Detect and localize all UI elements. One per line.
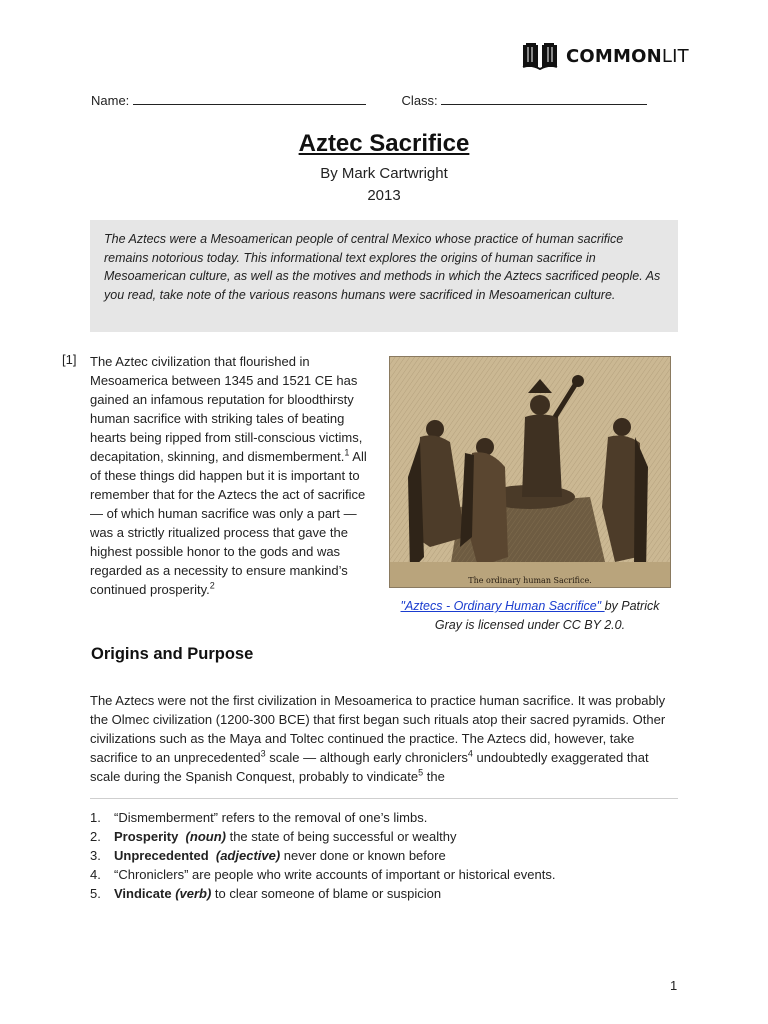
- footnote-ref-1[interactable]: 1: [344, 447, 350, 458]
- footnote-item: 1. “Dismemberment” refers to the removal of one’s limbs.: [90, 810, 428, 825]
- intro-box: The Aztecs were a Mesoamerican people of central Mexico whose practice of human sacrifice remains notorious today. This informational text explores the origins of human sacrifice in Mesoamerican culture, as well as the motives and methods in which the Aztecs sacrificed people. As you read, take note of the various reasons humans were sacrificed in Mesoamerican culture.: [90, 220, 678, 332]
- paragraph-2: The Aztecs were not the first civilization in Mesoamerica to practice human sacrifice. It was probably the Olmec civilization (1200-300 BCE) that first began such rituals atop their sacred pyramids. Other civilizations such as the Maya and Toltec continued the practice. The Aztecs did, however, take sacrifice to an unprecedented$^3$ scale — although early chroniclers$^4$ undoubtedly exaggerated that scale during the Spanish Conquest, probably to vindicate$^5$ the: [90, 693, 666, 784]
- paragraph-marker: [1]: [62, 352, 77, 367]
- section-heading: Origins and Purpose: [91, 645, 254, 663]
- footnote-ref-4[interactable]: 4: [467, 748, 473, 759]
- article-author: By Mark Cartwright: [320, 165, 448, 182]
- footnote-ref-5[interactable]: 5: [418, 767, 424, 778]
- caption-link[interactable]: "Aztecs - Ordinary Human Sacrifice": [400, 599, 605, 613]
- page-number: 1: [670, 978, 678, 993]
- footnote-ref-3[interactable]: 3: [260, 748, 266, 759]
- paragraph-1: The Aztec civilization that flourished in Mesoamerica between 1345 and 1521 CE has gained an infamous reputation for bloodthirsty human sacrifice with striking tales of beating hearts being ripped from still-conscious victims, decapitation, skinning, and dismemberment.$^1$ All of these things did happen but it is important to remember that for the Aztecs the act of sacrifice — of which human sacrifice was only a part — was a strictly ritualized process that gave the highest possible honor to the gods and was regarded as a necessity to ensure mankind’s continued prosperity.$^2$: [90, 354, 367, 597]
- illustration-engraving: [390, 357, 670, 587]
- footnote-ref-2[interactable]: 2: [209, 580, 215, 591]
- class-label: Class:: [401, 93, 438, 108]
- article-year: 2013: [367, 187, 401, 204]
- footnote-divider: [90, 798, 678, 799]
- footnotes-list: [90, 808, 680, 903]
- footnote-item: 3. Unprecedented (adjective) never done or known before: [90, 848, 446, 863]
- open-book-icon: [522, 42, 558, 70]
- footnote-item: 4. “Chroniclers” are people who write accounts of important or historical events.: [90, 867, 556, 882]
- name-class-row: [91, 92, 681, 108]
- illustration-inscription: The ordinary human Sacrifice.: [468, 576, 592, 585]
- illustration-caption: "Aztecs - Ordinary Human Sacrifice" by Patrick Gray is licensed under CC BY 2.0.: [400, 599, 660, 632]
- commonlit-logo: [522, 42, 689, 70]
- article-illustration: [389, 356, 671, 588]
- footnote-item: 2. Prosperity (noun) the state of being successful or wealthy: [90, 829, 457, 844]
- footnote-item: 5. Vindicate (verb) to clear someone of blame or suspicion: [90, 886, 442, 901]
- class-blank-line: [441, 92, 647, 105]
- article-title: Aztec Sacrifice: [298, 130, 470, 157]
- logo-wordmark: COMMONLIT: [566, 45, 689, 67]
- name-blank-line: [133, 92, 366, 105]
- name-label: Name:: [91, 93, 130, 108]
